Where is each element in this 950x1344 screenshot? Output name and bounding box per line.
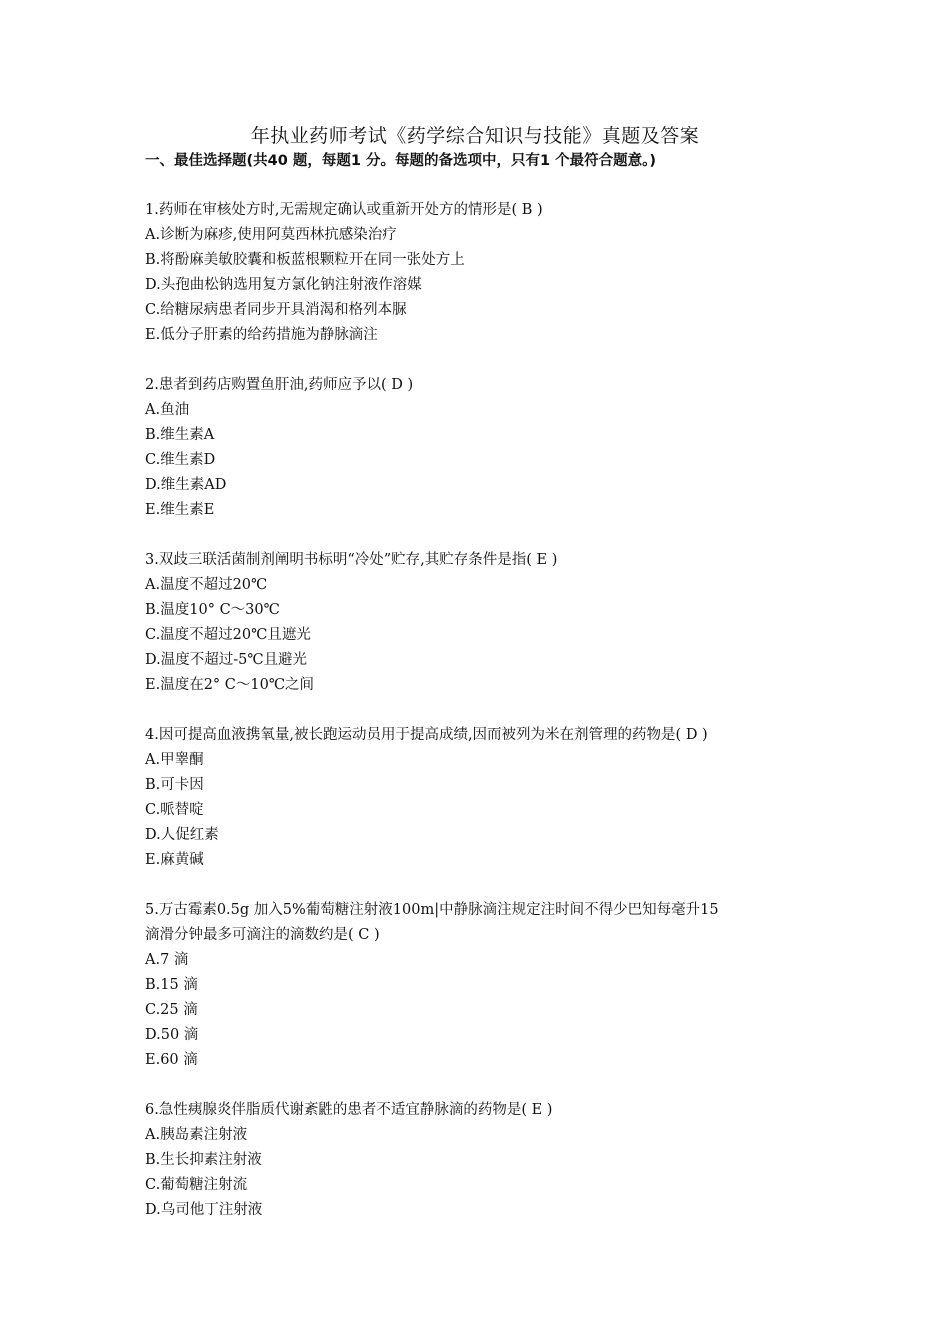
answer-option: C.哌替啶 xyxy=(145,802,204,818)
question-stem: 5.万古霉素0.5g 加入5%葡萄糖注射液100m|中静脉滴注规定注时间不得少巴知每毫升15 xyxy=(145,902,719,918)
question-1 xyxy=(145,198,825,348)
answer-option: C.温度不超过20℃且遮光 xyxy=(145,627,311,643)
answer-option: C.葡萄糖注射流 xyxy=(145,1177,248,1193)
answer-option: B.维生素A xyxy=(145,427,215,443)
answer-option: B.15 滴 xyxy=(145,977,198,993)
answer-option: B.生长抑素注射液 xyxy=(145,1152,262,1168)
answer-option: A.7 滴 xyxy=(145,952,189,968)
answer-option: E.60 滴 xyxy=(145,1052,198,1068)
answer-option: C.给糖尿病患者同步开具消渴和格列本脲 xyxy=(145,302,407,318)
answer-option: B.可卡因 xyxy=(145,777,204,793)
answer-option: E.麻黄碱 xyxy=(145,852,204,868)
document-title: 年执业药师考试《药学综合知识与技能》真题及答案 xyxy=(250,125,700,147)
question-5 xyxy=(145,898,825,1073)
question-3 xyxy=(145,548,825,698)
answer-option: D.乌司他丁注射液 xyxy=(145,1202,263,1218)
question-stem: 1.药师在审核处方时,无需规定确认或重新开处方的情形是( B ) xyxy=(145,202,543,218)
question-stem-continued: 滴滑分钟最多可滴注的滴数约是( C ) xyxy=(145,927,380,943)
answer-option: D.50 滴 xyxy=(145,1027,199,1043)
answer-option: B.将酚麻美敏胶囊和板蓝根颗粒开在同一张处方上 xyxy=(145,252,465,268)
answer-option: C.维生素D xyxy=(145,452,216,468)
question-stem: 2.患者到药店购置鱼肝油,药师应予以( D ) xyxy=(145,377,414,393)
question-list xyxy=(145,198,825,1248)
answer-option: A.鱼油 xyxy=(145,402,190,418)
question-2 xyxy=(145,373,825,523)
question-stem: 3.双歧三联活菌制剂阐明书标明“冷处”贮存,其贮存条件是指( E ) xyxy=(145,552,558,568)
answer-option: A.温度不超过20℃ xyxy=(145,577,268,593)
section-heading: 一、最佳选择题(共40 题，每题1 分。每题的备选项中，只有1 个最符合题意。) xyxy=(145,153,657,169)
answer-option: E.低分子肝素的给药措施为静脉滴注 xyxy=(145,327,378,343)
answer-option: D.温度不超过-5℃且避光 xyxy=(145,652,308,668)
question-stem: 6.急性痍腺炎伴脂质代谢紊鼪的患者不适宜静脉滴的药物是( E ) xyxy=(145,1102,553,1118)
question-6 xyxy=(145,1098,825,1223)
answer-option: A.诊断为麻疹,使用阿莫西林抗感染治疗 xyxy=(145,227,397,243)
question-stem: 4.因可提高血液携氧量,被长跑运动员用于提高成绩,因而被列为米在剂管理的药物是( D ) xyxy=(145,727,708,743)
answer-option: D.人促红素 xyxy=(145,827,219,843)
answer-option: D.维生素AD xyxy=(145,477,227,493)
answer-option: E.维生素E xyxy=(145,502,215,518)
answer-option: B.温度10° C～30℃ xyxy=(145,602,280,618)
answer-option: E.温度在2° C～10℃之间 xyxy=(145,677,315,693)
answer-option: D.头孢曲松钠选用复方氯化钠注射液作溶媒 xyxy=(145,277,422,293)
answer-option: C.25 滴 xyxy=(145,1002,198,1018)
question-4 xyxy=(145,723,825,873)
answer-option: A.甲睾酮 xyxy=(145,752,204,768)
answer-option: A.胰岛素注射液 xyxy=(145,1127,248,1143)
